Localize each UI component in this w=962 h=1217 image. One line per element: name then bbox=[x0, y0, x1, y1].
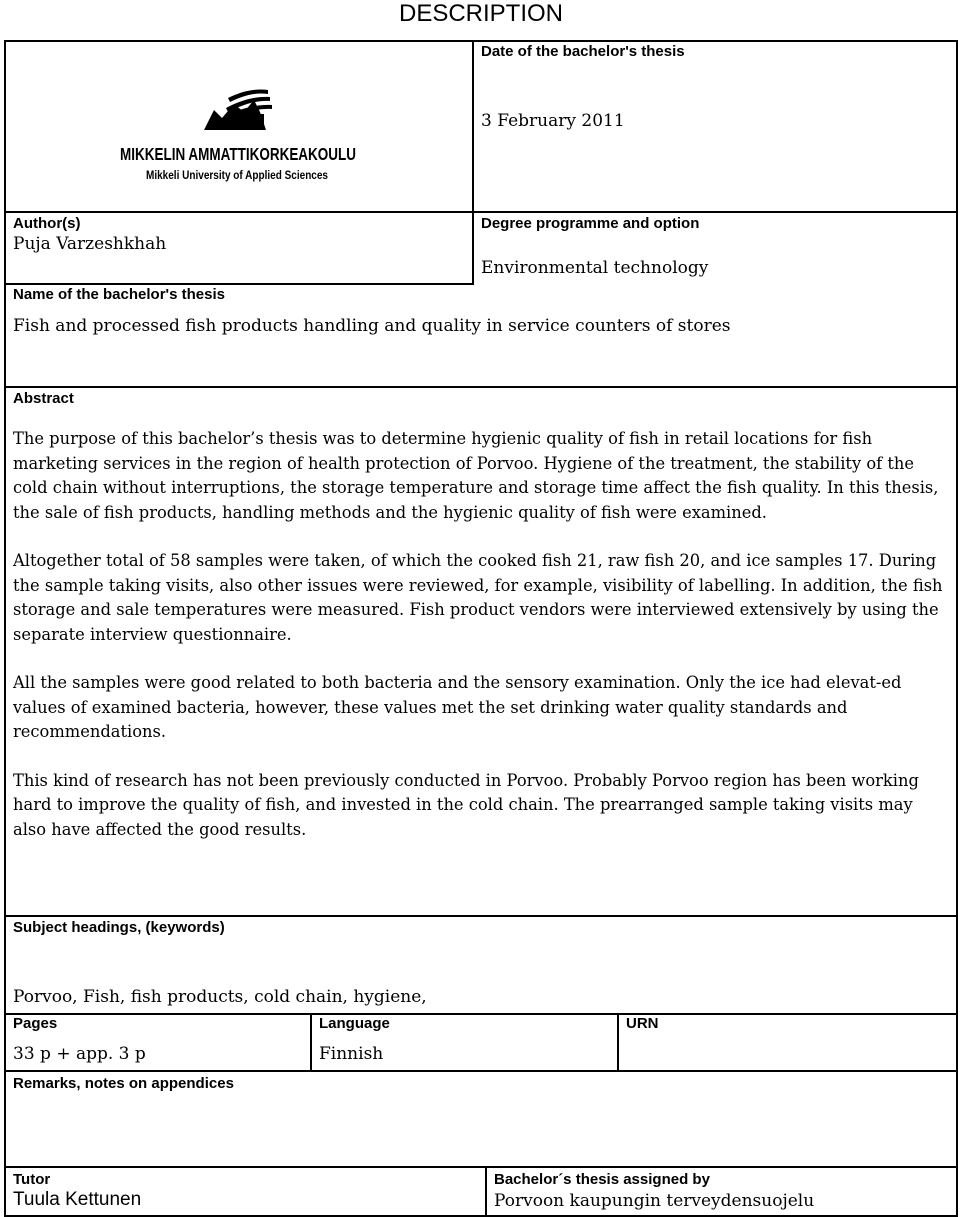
language-label: Language bbox=[319, 1015, 390, 1032]
abstract-label: Abstract bbox=[13, 390, 74, 407]
abstract-paragraph: All the samples were good related to both bacteria and the sensory examination. Only the ice had elevat-ed values of examined bacteria, however, these values met the set drinking water quality standards and recommendations. bbox=[13, 673, 902, 741]
urn-label: URN bbox=[626, 1015, 659, 1032]
language-value: Finnish bbox=[319, 1044, 384, 1064]
logo-subtitle: Mikkeli University of Applied Sciences bbox=[146, 170, 328, 182]
assigned-label: Bachelor´s thesis assigned by bbox=[494, 1171, 710, 1188]
pages-value: 33 p + app. 3 p bbox=[13, 1044, 146, 1064]
assigned-value: Porvoon kaupungin terveydensuojelu bbox=[494, 1191, 815, 1211]
author-label: Author(s) bbox=[13, 215, 81, 232]
abstract-paragraph: This kind of research has not been previously conducted in Porvoo. Probably Porvoo region has been working hard to improve the quality of fish, and invested in the cold chain. The prearranged sample taking visits may also have affected the good results. bbox=[13, 770, 919, 839]
tutor-label: Tutor bbox=[13, 1171, 51, 1188]
pages-label: Pages bbox=[13, 1015, 58, 1032]
university-logo bbox=[118, 78, 360, 184]
thesis-name-label: Name of the bachelor's thesis bbox=[13, 286, 225, 303]
degree-value: Environmental technology bbox=[481, 258, 709, 278]
remarks-label: Remarks, notes on appendices bbox=[13, 1075, 234, 1092]
thesis-name-value: Fish and processed fish products handling and quality in service counters of stores bbox=[13, 316, 731, 336]
keywords-label: Subject headings, (keywords) bbox=[13, 919, 225, 936]
page-title: DESCRIPTION bbox=[398, 0, 563, 27]
logo-name: MIKKELIN AMMATTIKORKEAKOULU bbox=[120, 144, 356, 164]
abstract-paragraph: Altogether total of 58 samples were taken, of which the cooked fish 21, raw fish 20, and ice samples 17. During the sample taking visits, also other issues were reviewed, for example, visibility of labelling. In addition, the fish storage and sale temperatures were measured. Fish product vendors were interviewed extensively by using the separate interview questionnaire. bbox=[13, 551, 943, 644]
abstract-body bbox=[13, 427, 948, 842]
university-logo-icon bbox=[118, 78, 360, 184]
author-value: Puja Varzeshkhah bbox=[13, 234, 167, 254]
date-value: 3 February 2011 bbox=[481, 111, 625, 131]
degree-label: Degree programme and option bbox=[481, 215, 700, 232]
abstract-paragraph: The purpose of this bachelor’s thesis was to determine hygienic quality of fish in retail locations for fish marketing services in the region of health protection of Porvoo. Hygiene of the treatment, the stability of the cold chain without interruptions, the storage temperature and storage time affect the fish quality. In this thesis, the sale of fish products, handling methods and the hygienic quality of fish were examined. bbox=[13, 429, 939, 522]
keywords-value: Porvoo, Fish, fish products, cold chain, hygiene, bbox=[13, 987, 427, 1007]
date-label: Date of the bachelor's thesis bbox=[481, 43, 685, 60]
tutor-value: Tuula Kettunen bbox=[13, 1189, 142, 1210]
